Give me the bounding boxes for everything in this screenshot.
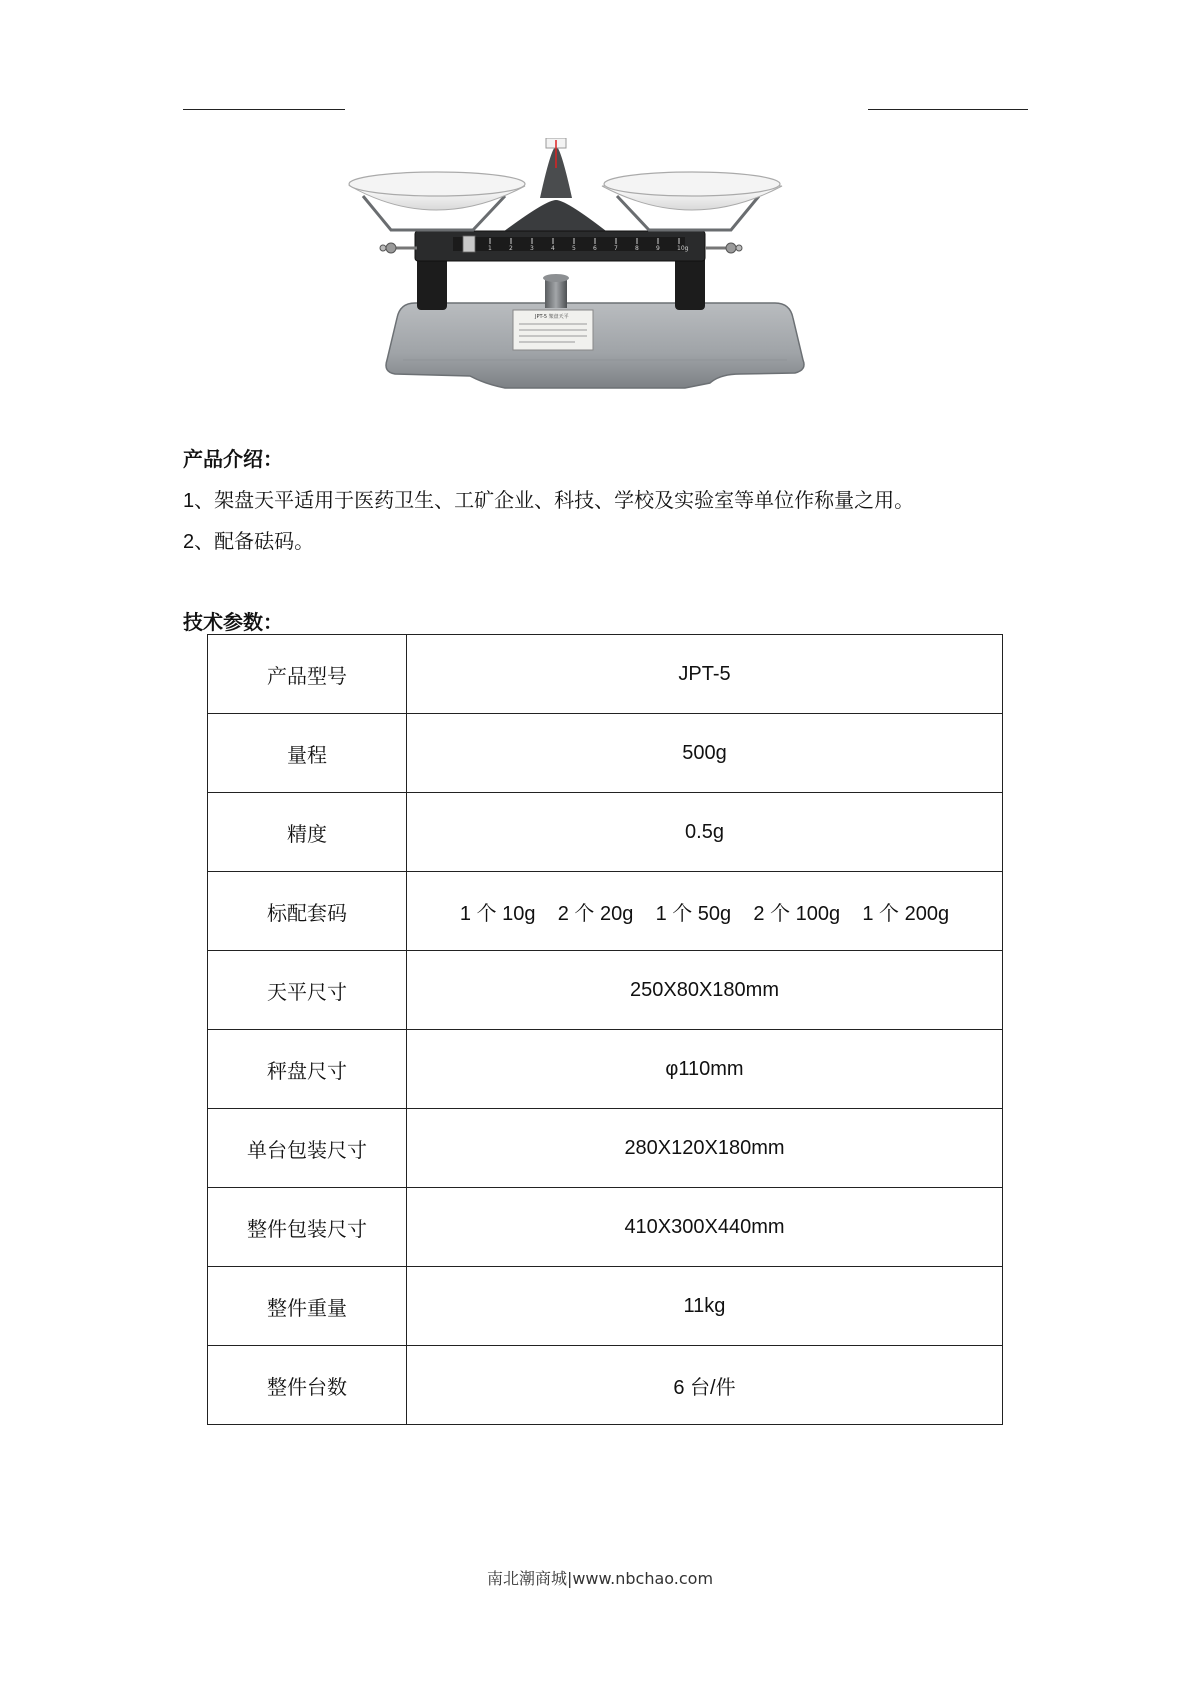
- table-row: [208, 1267, 1003, 1346]
- spec-value: 11kg: [407, 1267, 1003, 1346]
- scale-number: 3: [530, 245, 534, 252]
- spec-label: 量程: [208, 714, 407, 793]
- scale-number: 6: [593, 245, 597, 252]
- table-row: [208, 1346, 1003, 1425]
- spec-label: 整件包装尺寸: [208, 1188, 407, 1267]
- spec-label: 精度: [208, 793, 407, 872]
- right-weighing-pan: [602, 172, 782, 210]
- intro-line: 1、架盘天平适用于医药卫生、工矿企业、科技、学校及实验室等单位作称量之用。: [183, 490, 915, 512]
- spec-value: 0.5g: [407, 793, 1003, 872]
- spec-table: [207, 634, 1003, 1425]
- spec-label: 单台包装尺寸: [208, 1109, 407, 1188]
- scale-base: [386, 303, 804, 388]
- table-row: [208, 635, 1003, 714]
- spec-label: 整件重量: [208, 1267, 407, 1346]
- scale-number: 4: [551, 245, 555, 252]
- spec-value: 1 个 10g 2 个 20g 1 个 50g 2 个 100g 1 个 200g: [407, 872, 1003, 951]
- spec-value: 6 台/件: [407, 1346, 1003, 1425]
- spec-label: 标配套码: [208, 872, 407, 951]
- spec-label: 秤盘尺寸: [208, 1030, 407, 1109]
- spec-value: 500g: [407, 714, 1003, 793]
- scale-number: 9: [656, 245, 660, 252]
- beam-rider: [463, 236, 475, 252]
- table-row: [208, 714, 1003, 793]
- spec-value: φ110mm: [407, 1030, 1003, 1109]
- scale-number: 5: [572, 245, 576, 252]
- left-support-foot: [417, 256, 447, 310]
- table-row: [208, 1030, 1003, 1109]
- base-spec-plate: [513, 310, 593, 350]
- spec-label: 天平尺寸: [208, 951, 407, 1030]
- table-row: [208, 1109, 1003, 1188]
- intro-line: 2、配备砝码。: [183, 531, 315, 553]
- scale-number: 1: [488, 245, 492, 252]
- table-row: [208, 872, 1003, 951]
- spec-plate-label: JPT-5 架盘天平: [535, 314, 569, 320]
- scale-number: 2: [509, 245, 513, 252]
- table-row: [208, 1188, 1003, 1267]
- balance-scale-image: [345, 138, 855, 408]
- spec-value: 280X120X180mm: [407, 1109, 1003, 1188]
- table-row: [208, 951, 1003, 1030]
- scale-number: 7: [614, 245, 618, 252]
- header-rule-left: [183, 109, 345, 110]
- footer-text: 南北潮商城|www.nbchao.com: [486, 1569, 714, 1588]
- right-support-foot: [675, 256, 705, 310]
- spec-label: 产品型号: [208, 635, 407, 714]
- spec-heading: 技术参数：: [183, 612, 283, 634]
- spec-value: 250X80X180mm: [407, 951, 1003, 1030]
- scale-number: 10g: [677, 245, 689, 252]
- table-row: [208, 793, 1003, 872]
- intro-heading: 产品介绍：: [183, 449, 283, 471]
- spec-label: 整件台数: [208, 1346, 407, 1425]
- header-rule-right: [868, 109, 1028, 110]
- scale-number: 8: [635, 245, 639, 252]
- spec-value: 410X300X440mm: [407, 1188, 1003, 1267]
- spec-value: JPT-5: [407, 635, 1003, 714]
